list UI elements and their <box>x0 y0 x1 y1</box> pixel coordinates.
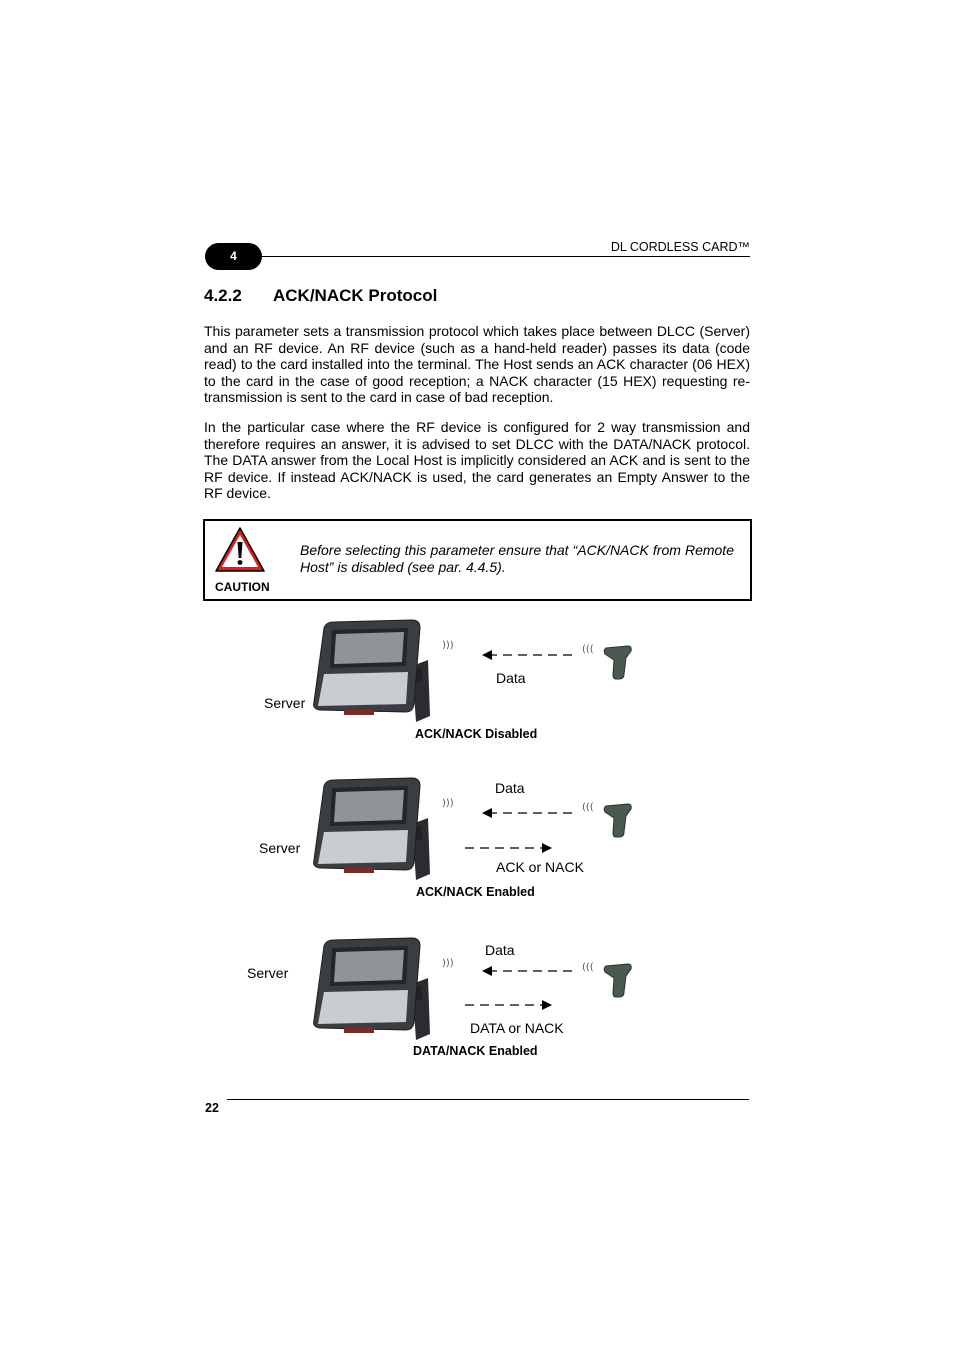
reply-arrowhead-right <box>542 1000 552 1010</box>
page-number: 22 <box>205 1101 219 1115</box>
data-label: Data <box>495 780 525 796</box>
diagram-caption: DATA/NACK Enabled <box>413 1044 538 1058</box>
server-terminal-image <box>314 620 430 722</box>
server-label: Server <box>247 965 289 981</box>
handheld-scanner-image <box>604 964 631 997</box>
scanner-wave-icon: ((( <box>582 962 594 973</box>
diagram-ack-nack-enabled <box>310 772 642 880</box>
paragraph: In the particular case where the RF device is configured for 2 way transmission and therefore requires an answer, it is advised to set DLCC with the DATA/NACK protocol. The DATA answer from the Local Host is implicitly considered an ACK and is sent to the RF device. If instead ACK/NACK is used, the card generates an Empty Answer to the RF device. <box>204 419 750 501</box>
section-title: ACK/NACK Protocol <box>273 286 438 305</box>
manual-title: DL CORDLESS CARD™ <box>610 240 750 254</box>
diagram-caption: ACK/NACK Enabled <box>416 885 535 899</box>
data-arrowhead-left <box>482 808 492 818</box>
server-label: Server <box>259 840 301 856</box>
handheld-scanner-image <box>604 804 631 837</box>
data-label: Data <box>496 670 526 686</box>
reply-label: DATA or NACK <box>470 1020 564 1036</box>
server-terminal-image <box>314 938 430 1040</box>
terminal-wave-icon: ))) <box>442 958 454 969</box>
caution-text: Before selecting this parameter ensure that “ACK/NACK from Remote Host” is disabled (see par. 4.4.5). <box>300 542 734 575</box>
data-label: Data <box>485 942 515 958</box>
warning-triangle-icon <box>214 525 266 575</box>
caution-label: CAUTION <box>215 580 270 594</box>
terminal-wave-icon: ))) <box>442 798 454 809</box>
data-arrowhead-left <box>482 966 492 976</box>
chapter-badge: 4 <box>205 243 262 270</box>
scanner-wave-icon: ((( <box>582 802 594 813</box>
paragraph: This parameter sets a transmission protocol which takes place between DLCC (Server) and an RF device. An RF device (such as a hand-held reader) passes its data (code read) to the card installed into the terminal. The Host sends an ACK character (06 HEX) to the card in the case of good reception; a NACK character (15 HEX) requesting re-transmission is sent to the card in case of bad reception. <box>204 323 750 405</box>
reply-label: ACK or NACK <box>496 859 584 875</box>
header-rule <box>240 256 750 257</box>
diagram-caption: ACK/NACK Disabled <box>415 727 538 741</box>
terminal-wave-icon: ))) <box>442 640 454 651</box>
caution-box <box>203 519 752 601</box>
scanner-wave-icon: ((( <box>582 644 594 655</box>
footer-rule <box>227 1099 749 1100</box>
diagram-ack-nack-disabled <box>310 614 642 722</box>
section-heading <box>204 286 437 306</box>
server-label: Server <box>264 695 306 711</box>
handheld-scanner-image <box>604 646 631 679</box>
section-number: 4.2.2 <box>204 286 242 305</box>
reply-arrowhead-right <box>542 843 552 853</box>
server-terminal-image <box>314 778 430 880</box>
data-arrowhead-left <box>482 650 492 660</box>
